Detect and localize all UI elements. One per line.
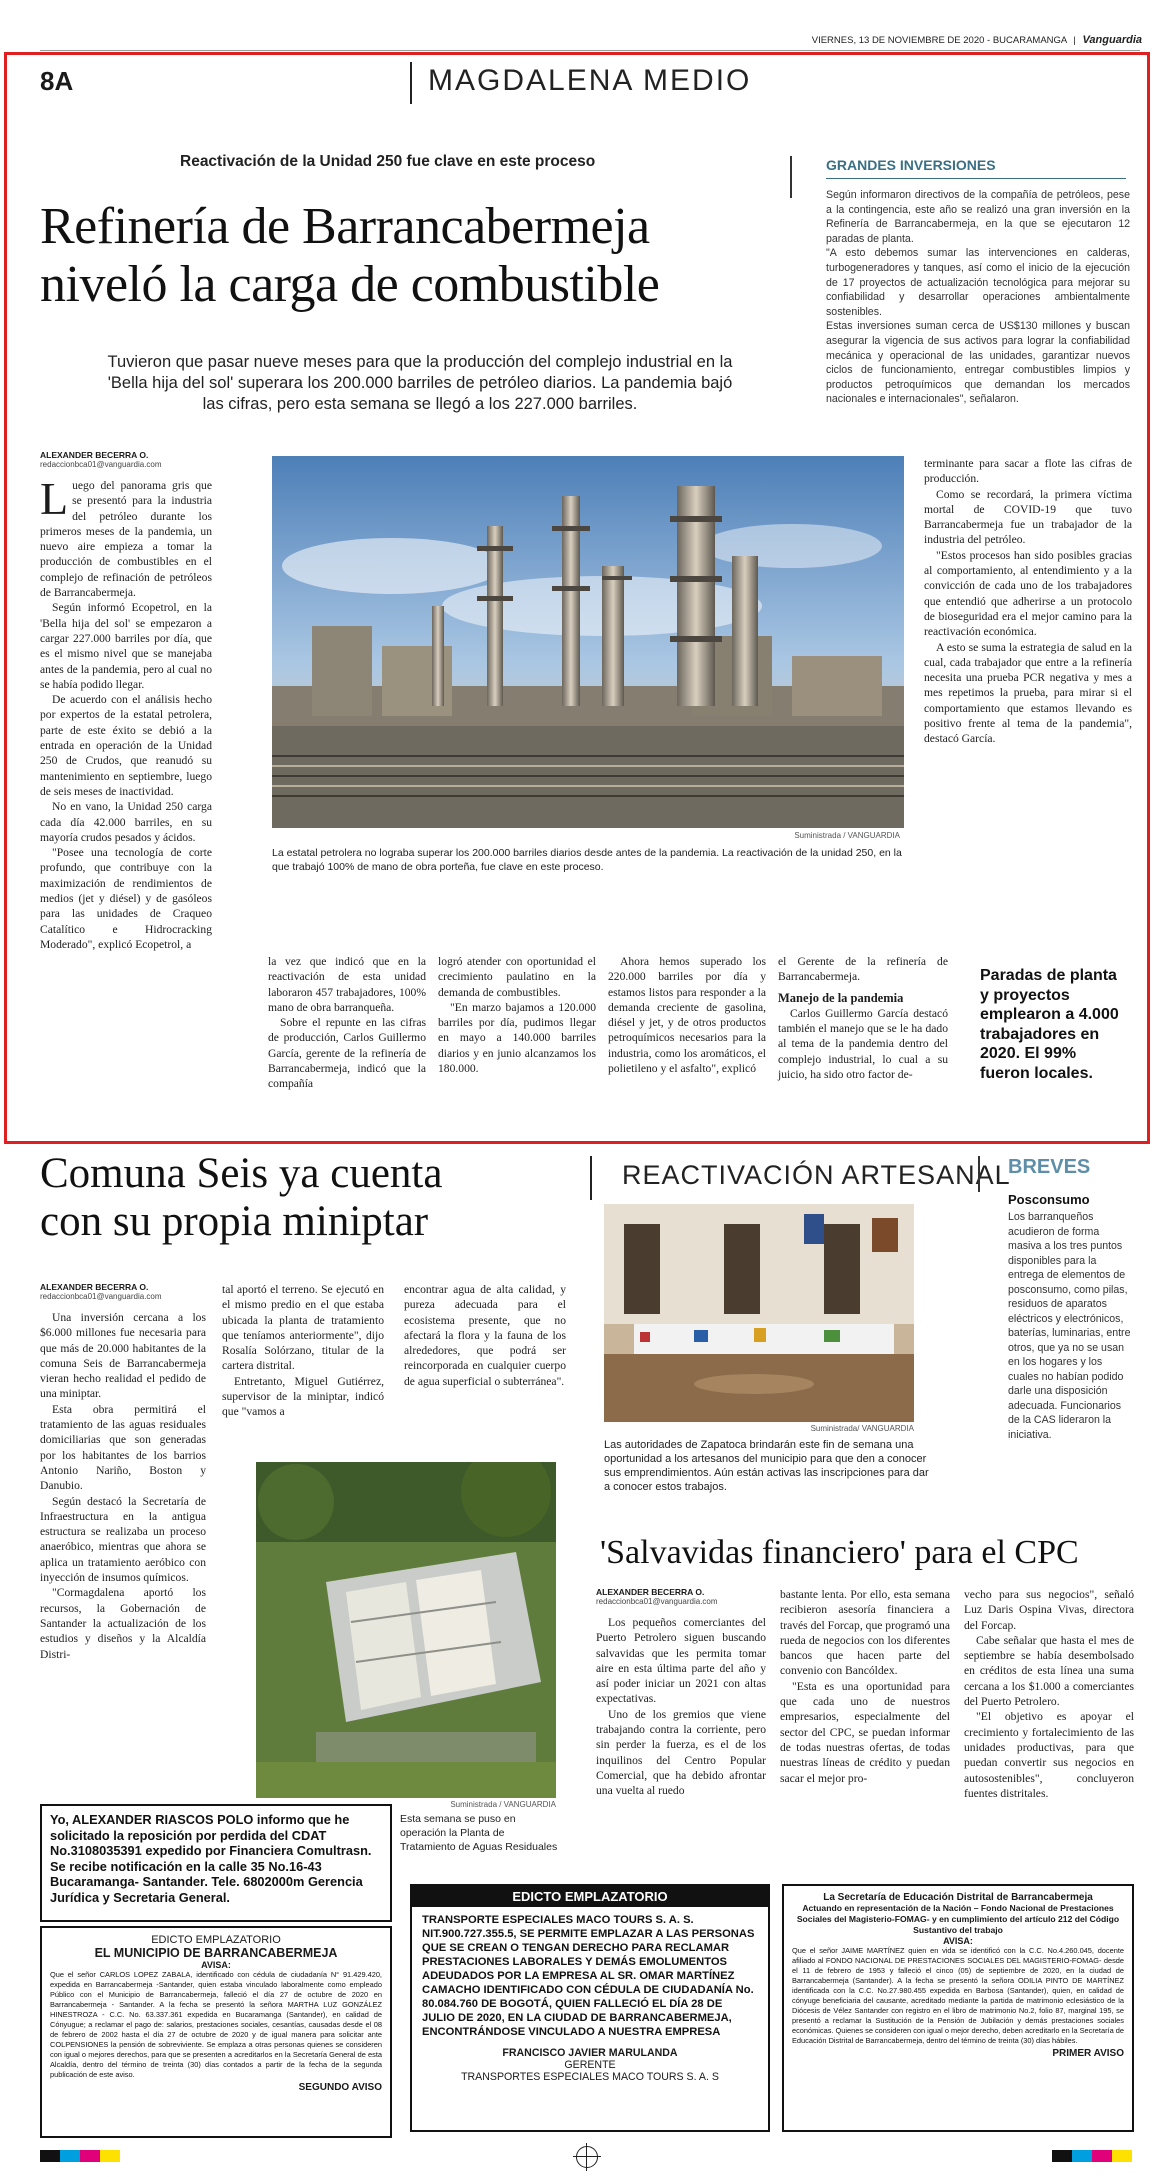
section-title: MAGDALENA MEDIO [428, 64, 752, 97]
comuna-column-1 [40, 1310, 206, 1662]
edicto-notice: SEGUNDO AVISO [298, 2082, 382, 2093]
ad-cdat [40, 1804, 392, 1922]
breves-bracket [978, 1156, 990, 1192]
photo-caption: La estatal petrolera no lograba superar los 200.000 barriles diarios desde antes de la pandemia. La reactivación de la unidad 250, en la que trabajó 100% de mano de obra porteña, fue clave en este proceso. [272, 847, 902, 873]
byline-email: redaccionbca01@vanguardia.com [40, 460, 162, 469]
paragraph: Entretanto, Miguel Gutiérrez, supervisor de la miniptar, indicó que "vamos a [222, 1374, 384, 1419]
header-rule [40, 50, 1140, 51]
byline-email: redaccionbca01@vanguardia.com [40, 1292, 162, 1301]
paragraph: De acuerdo con el análisis hecho por expertos de la estatal petrolera, parte de este éxito se debió a la entrada en operación de la Unidad 250 de Crudos, que reanudó su mantenimiento en septiembre, luego de seis meses de inactividad. [40, 693, 212, 798]
registration-mark-icon [576, 2146, 598, 2168]
color-bar [100, 2150, 120, 2162]
paragraph: Sobre el repunte en las cifras de producción, Carlos Guillermo García, gerente de la refinería de Barrancabermeja, indicó que la compañía [268, 1016, 426, 1091]
photo-credit: Suministrada/ VANGUARDIA [810, 1424, 914, 1433]
color-bar [1112, 2150, 1132, 2162]
paragraph: "Cormagdalena aportó los recursos, la Gobernación de Santander la actualización de los estudios y diseños y la Alcaldía Distri- [40, 1586, 206, 1661]
comuna-column-2 [222, 1282, 384, 1420]
cpc-column-1 [596, 1615, 766, 1799]
photo-caption: Esta semana se puso en operación la Planta de Tratamiento de Aguas Residuales [400, 1813, 558, 1853]
breves-text: Los barranqueños acudieron de forma masiva a los tres puntos disponibles para la entrega de elementos de posconsumo, como pilas, residuos de aparatos eléctricos y electrónicos, baterías, luminarias, entre otros, que ya no se usan en los hogares y los cuales no habían podido darle una disposición adecuada. Funcionarios de la CAS lideraron la iniciativa. [1008, 1211, 1131, 1441]
sidebar-title-rule [826, 178, 1126, 179]
paragraph: Ahora hemos superado los 220.000 barriles por día y estamos listos para responder a la demanda creciente de gasolina, diésel y jet, y de otros productos petroquímicos necesarios para la industria, como los aromáticos, el polietileno y el asfalto", explicó [608, 955, 766, 1076]
cpc-column-2 [780, 1587, 950, 1786]
article-column-2 [268, 954, 426, 1092]
dateline: VIERNES, 13 DE NOVIEMBRE DE 2020 - BUCARAMANGA | Vanguardia [811, 34, 1142, 46]
paragraph: Esta obra permitirá el tratamiento de las aguas residuales domiciliarias que son generadas por los habitantes de los barrios Antonio Nariño, Boston y Danubio. [40, 1402, 206, 1493]
breves-title: BREVES [1008, 1156, 1091, 1178]
headline-line-1: Comuna Seis ya cuenta [40, 1150, 443, 1197]
sidebar-bracket [790, 156, 802, 198]
color-bar [1092, 2150, 1112, 2162]
edicto-aviso: AVISA: [943, 1936, 973, 1946]
headline-line-2: niveló la carga de combustible [40, 256, 660, 313]
edicto-body: Que el señor JAIME MARTÍNEZ quien en vida se identificó con la C.C. No.4.260.045, docente afiliado al FONDO NACIONAL DE PRESTACIONES SOCIALES DEL MAGISTERIO-FOMAG- desde el 11 de febrero de 1953 y falleció el cinco (05) de septiembre de 2020, en la ciudad de Barrancabermeja (Santander). A la fecha se presentó la señora ODILIA PINTO DE MARTÍNEZ identificada con la C.C. No.27.980.455 expedida en Barbosa (Santander), quien, en calidad de cónyuge beneficiaria del causante, acreditado mediante la partida de matrimonio eclesiástico de la Diócesis de Vélez Santander con registro en el libro de matrimonio No.2, folio 87, marginal 195, se presentó a reclamar la Sustitución de la Pensión de Jubilación y demás prestaciones sociales económicas. Quienes se consideren con igual o mejor derecho, deben acreditarlo en la Secretaría de Educación Distrital de Barrancabermeja, dentro del término de treinta (30) días hábiles. [792, 1946, 1124, 2045]
paragraph: el Gerente de la refinería de Barrancabermeja. [778, 955, 948, 984]
sidebar-paragraph: Estas inversiones suman cerca de US$130 millones y buscan asegurar la vigencia de sus activos para lograr la confiabilidad mecánica y operacional de las unidades, garantizar nuevos ciclos de funcionamiento, entregar combustibles limpios y productos petroquímicos que demandan los mercados nacionales e internacionales", señalaron. [826, 320, 1130, 406]
article-column-3 [438, 954, 596, 1076]
color-bar [1052, 2150, 1072, 2162]
paragraph: vecho para sus negocios", señaló Luz Daris Ospina Vivas, directora del Forcap. [964, 1588, 1134, 1632]
signature-company: TRANSPORTES ESPECIALES MACO TOURS S. A. S [461, 2071, 719, 2083]
color-bar [40, 2150, 60, 2162]
paragraph: Los pequeños comerciantes del Puerto Petrolero siguen buscando salvavidas que les permita tomar aire en esta última parte del año y así poder iniciar un 2021 con altas expectativas. [596, 1616, 766, 1706]
paragraph: tal aportó el terreno. Se ejecutó en el mismo predio en el que estaba ubicada la planta de tratamiento que teníamos anteriormente", dijo Rosalía Solórzano, titular de la cartera distrital. [222, 1283, 384, 1373]
article-column-right [924, 456, 1132, 747]
edicto-body: TRANSPORTE ESPECIALES MACO TOURS S. A. S. NIT.900.727.355.5, SE PERMITE EMPLAZAR A LAS PERSONAS QUE SE CREAN O TENGAN DERECHO PARA RECLAMAR PRESTACIONES LABORALES Y DEMÁS EMOLUMENTOS ADEUDADOS POR LA EMPRESA AL SR. OMAR MARTÍNEZ CAMACHO IDENTIFICADO CON CÉDULA DE CIUDADANÍA No. 80.084.760 DE BOGOTÁ, QUIEN FALLECIÓ EL DÍA 28 DE JULIO DE 2020, EN LA CIUDAD DE BARRANCABERMEJA, ENCONTRÁNDOSE VINCULADO A NUESTRA EMPRESA [422, 1914, 755, 2038]
photo-credit: Suministrada / VANGUARDIA [450, 1800, 556, 1809]
sidebar-paragraph: "A esto debemos sumar las intervenciones en calderas, turbogeneradores y tanques, así como el inicio de la ejecución de 17 proyectos de actualización tecnológica para mejorar su confiabilidad y desarrollar operaciones ambientalmente sostenibles. [826, 247, 1130, 318]
brand-logo: Vanguardia [1082, 34, 1142, 46]
paragraph: encontrar agua de alta calidad, y pureza adecuada para el ecosistema presente, que no afectará la flora y la fauna de los alrededores, que podrá ser reincorporada en cualquier cuerpo de agua superficial o subterránea". [404, 1283, 566, 1388]
ad-edicto-educacion [782, 1884, 1134, 2132]
color-bar [60, 2150, 80, 2162]
signature-name: FRANCISCO JAVIER MARULANDA [502, 2047, 678, 2059]
signature-role: GERENTE [564, 2059, 616, 2071]
edicto-notice: PRIMER AVISO [1052, 2048, 1124, 2059]
page-number: 8A [40, 66, 74, 96]
color-bar [80, 2150, 100, 2162]
ad-edicto-maco [410, 1884, 770, 2132]
paragraph: "Esta es una oportunidad para que cada uno de nuestros empresarios, especialmente del sector del CPC, se puedan informar de todas nuestras ofertas, de todas nuestras líneas de crédito y puedan sacar el mejor pro- [780, 1679, 950, 1785]
section-divider [410, 62, 412, 104]
article-column-4 [608, 954, 766, 1076]
edicto-signature [412, 2047, 768, 2083]
headline-line-2: con su propia miniptar [40, 1198, 429, 1245]
byline-block [40, 450, 162, 469]
refinery-photo [272, 456, 904, 828]
paragraph: la vez que indicó que en la reactivación de esta unidad laboraron 457 trabajadores, 100% mano de obra barranqueña. [268, 955, 426, 1014]
sidebar-paragraph: Según informaron directivos de la compañía de petróleos, pese a la contingencia, este año se realizó una gran inversión en la Refinería de Barrancabermeja, en la que se ejecutaron 12 paradas de planta. [826, 189, 1130, 245]
sidebar-title: GRANDES INVERSIONES [826, 157, 996, 173]
artesanal-divider [590, 1156, 592, 1200]
subheading: Manejo de la pandemia [778, 990, 904, 1005]
article-headline [40, 198, 659, 314]
edicto-title: EDICTO EMPLAZATORIO [412, 1886, 768, 1907]
paragraph: Uno de los gremios que viene trabajando contra la corriente, pero sin perder la fuerza, es el de los inquilinos del Centro Popular Comercial, que ha debido afrontar una vuelta al ruedo [596, 1707, 766, 1798]
paragraph: A esto se suma la estrategia de salud en la cual, cada trabajador que entre a la refinería necesita una prueba PCR negativa y mes a mes repetimos la prueba, para mirar si el comportamiento que estamos llevando es positivo frente al tema de la pandemia", destacó García. [924, 640, 1132, 746]
edicto-title: EDICTO EMPLAZATORIO [151, 1934, 281, 1946]
edicto-aviso: AVISA: [201, 1960, 231, 1970]
cpc-column-3 [964, 1587, 1134, 1801]
paragraph: Como se recordará, la primera víctima mortal de COVID-19 que tuvo Barrancabermeja fue un trabajador de la industria del petróleo. [924, 487, 1132, 547]
paragraph: Según informó Ecopetrol, en la 'Bella hija del sol' se empezaron a cargar 227.000 barriles por día, que es el mismo nivel que se manejaba antes de la pandemia, pero al cual no se había podido llegar. [40, 601, 212, 691]
paragraph: "Estos procesos han sido posibles gracias al comportamiento, al entendimiento y a la convicción de cada uno de los trabajadores que entendió que adherirse a un protocolo de bioseguridad era el mejor camino para la reactivación económica. [924, 548, 1132, 639]
article-column-5 [778, 954, 948, 1082]
byline-email: redaccionbca01@vanguardia.com [596, 1597, 718, 1606]
edicto-body: Que el señor CARLOS LOPEZ ZABALA, identificado con cédula de ciudadanía N° 91.429.420, expedida en Barrancabermeja -Santander, quien estaba vinculado laboralmente como empleado Público con el Municipio de Barrancabermeja, falleció el día 27 de octubre de 2020 en Barrancabermeja - Santander. A la fecha se presentó la señora MARTHA LUZ GONZÁLEZ HINESTROZA - C.C. No. 63.337.361 expedida en Bucaramanga (Santander), en calidad de Cónyugue; a reclamar el pago de: salarios, prestaciones sociales, cesantías, causadas desde el 08 de febrero de 2002 hasta el día 27 de octubre de 2020 y de igual manera para solicitar ante COLPENSIONES la pensión de sobreviviente. Se emplaza a otras personas quienes se consideren con igual o mejores derechos, para que se presenten a acreditarlos en la Secretaría General de esta Alcaldía, dentro del término de treinta (30) días contados a partir de la fecha de la segunda publicación de este aviso. [50, 1970, 382, 2079]
paragraph: terminante para sacar a flote las cifras de producción. [924, 457, 1132, 486]
paragraph: bastante lenta. Por ello, esta semana recibieron asesoría financiera a través del Forcap, que programó una rueda de negocios con los diferentes bancos que hacen parte del convenio con Bancóldex. [780, 1588, 950, 1678]
byline-author: ALEXANDER BECERRA O. [40, 1282, 149, 1292]
byline-block [40, 1282, 162, 1301]
comuna-headline [40, 1150, 442, 1246]
paragraph: Carlos Guillermo García destacó también el manejo que se le ha dado al tema de la pandemia dentro del complejo industrial, lo cual a su juicio, ha sido otro factor de- [778, 1006, 948, 1082]
comuna-column-3 [404, 1282, 566, 1389]
paragraph: Cabe señalar que hasta el mes de septiembre se había desembolsado en créditos de esta línea una suma cercana a los $1.000 a comerciantes del Puerto Petrolero. [964, 1633, 1134, 1709]
paragraph: Una inversión cercana a los $6.000 millones fue necesaria para que más de 20.000 habitantes de la comuna Seis de Barrancabermeja vieran hecho realidad el pedido de una miniptar. [40, 1311, 206, 1401]
drop-cap: L [40, 473, 69, 524]
sidebar-body [826, 188, 1130, 407]
photo-caption: Las autoridades de Zapatoca brindarán este fin de semana una oportunidad a los artesanos del municipio para que den a conocer sus emprendimientos. Aún están activas las inscripciones para dar a conocer estos trabajos. [604, 1439, 929, 1493]
article-lead: Tuvieron que pasar nueve meses para que la producción del complejo industrial en la 'Bella hija del sol' superara los 200.000 barriles de petróleo diarios. La pandemia bajó las cifras, pero esta semana se llegó a los 227.000 barriles. [107, 353, 733, 413]
callout-quote: Paradas de planta y proyectos emplearon a 4.000 trabajadores en 2020. El 99% fueron locales. [980, 967, 1119, 1082]
byline-author: ALEXANDER BECERRA O. [40, 450, 149, 460]
edicto-title: La Secretaría de Educación Distrital de Barrancabermeja [823, 1892, 1093, 1903]
cpc-headline: 'Salvavidas financiero' para el CPC [600, 1534, 1079, 1571]
photo-credit: Suministrada / VANGUARDIA [794, 831, 900, 840]
edicto-subtitle: Actuando en representación de la Nación – Fondo Nacional de Prestaciones Sociales del Magisterio-FOMAG- y en cumplimiento del artículo 212 del Código Sustantivo del trabajo [796, 1903, 1120, 1935]
byline-block [596, 1587, 718, 1606]
edicto-entity: EL MUNICIPIO DE BARRANCABERMEJA [94, 1946, 338, 1960]
color-bar [1072, 2150, 1092, 2162]
paragraph: logró atender con oportunidad el crecimiento paulatino en la demanda de combustibles. [438, 955, 596, 999]
paragraph: uego del panorama gris que se presentó para la industria del petróleo durante los primeros meses de la pandemia, un nuevo aire empieza a tomar la producción de combustibles en el complejo de refinación de petróleos de Barrancabermeja. [40, 479, 212, 600]
dateline-date: VIERNES, 13 DE NOVIEMBRE DE 2020 - BUCARAMANGA [811, 35, 1067, 46]
paragraph: "El objetivo es apoyar el crecimiento y fortalecimiento de las unidades productivas, para que puedan convertir sus negocios en autosostenibles", concluyeron fuentes distritales. [964, 1710, 1134, 1800]
ptar-photo [256, 1462, 556, 1798]
breves-subtitle: Posconsumo [1008, 1192, 1090, 1207]
article-kicker: Reactivación de la Unidad 250 fue clave en este proceso [180, 153, 596, 170]
headline-line-1: Refinería de Barrancabermeja [40, 198, 650, 255]
artesanal-title: REACTIVACIÓN ARTESANAL [622, 1160, 1011, 1190]
artesanal-photo [604, 1204, 914, 1422]
article-column-1 [40, 473, 212, 952]
paragraph: "En marzo bajamos a 120.000 barriles por día, pudimos llegar en mayo a 140.000 barriles diarios y en junio alcanzamos los 180.000. [438, 1000, 596, 1076]
paragraph: Según destacó la Secretaría de Infraestructura en la antigua estructura se realizaba un proceso anaeróbico, mientras que ahora se aplica un tratamiento aeróbico con inyección de insumos químicos. [40, 1494, 206, 1585]
paragraph: No en vano, la Unidad 250 carga cada día 42.000 barriles, en su mayoría crudos pesados y ácidos. [40, 800, 212, 844]
ad-edicto-municipio [40, 1926, 392, 2138]
byline-author: ALEXANDER BECERRA O. [596, 1587, 705, 1597]
paragraph: "Posee una tecnología de corte profundo, que contribuye con la maximización de rendimientos de medios (jet y diésel) y de gasóleos para las unidades de Craqueo Catalítico e Hidrocracking Moderado", explicó Ecopetrol, a [40, 846, 212, 951]
ad-cdat-text: Yo, ALEXANDER RIASCOS POLO informo que he solicitado la reposición por perdida del CDAT No.3108035391 expedido por Financiera Comultrasn. Se recibe notificación en la calle 35 No.16-43 Bucaramanga- Santander. Tele. 6802000m Gerencia Jurídica y Secretaria General. [50, 1812, 372, 1905]
